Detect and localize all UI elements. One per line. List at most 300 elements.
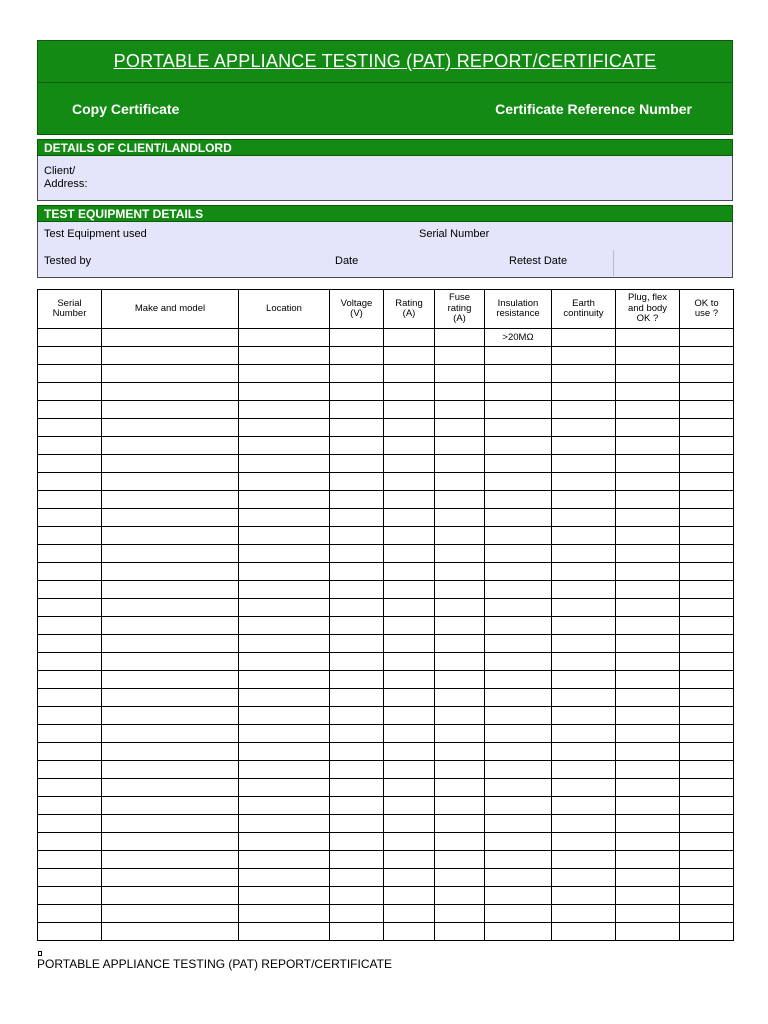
table-cell-ok-to-use[interactable] [680, 635, 734, 653]
table-cell-make-and-model[interactable] [102, 887, 239, 905]
table-cell-location[interactable] [239, 491, 330, 509]
table-cell-earth-continuity[interactable] [552, 545, 616, 563]
table-cell-serial-number[interactable] [38, 833, 102, 851]
table-cell-insulation-resistance[interactable] [485, 437, 552, 455]
table-cell-ok-to-use[interactable] [680, 869, 734, 887]
table-cell-fuse-rating[interactable] [435, 599, 485, 617]
table-cell-voltage[interactable] [330, 743, 384, 761]
table-cell-plug-flex-body-ok[interactable] [616, 851, 680, 869]
table-cell-voltage[interactable] [330, 815, 384, 833]
table-cell-location[interactable] [239, 383, 330, 401]
table-cell-location[interactable] [239, 419, 330, 437]
table-cell-earth-continuity[interactable] [552, 419, 616, 437]
table-cell-serial-number[interactable] [38, 851, 102, 869]
table-cell-plug-flex-body-ok[interactable] [616, 689, 680, 707]
table-cell-serial-number[interactable] [38, 527, 102, 545]
table-cell-earth-continuity[interactable] [552, 473, 616, 491]
table-cell-insulation-resistance[interactable] [485, 761, 552, 779]
table-cell-insulation-resistance[interactable] [485, 887, 552, 905]
table-cell-voltage[interactable] [330, 347, 384, 365]
table-cell-serial-number[interactable] [38, 689, 102, 707]
table-cell-voltage[interactable] [330, 887, 384, 905]
table-cell-make-and-model[interactable] [102, 563, 239, 581]
table-cell-plug-flex-body-ok[interactable] [616, 599, 680, 617]
table-cell-fuse-rating[interactable] [435, 491, 485, 509]
table-cell-rating[interactable] [384, 761, 435, 779]
table-cell-location[interactable] [239, 797, 330, 815]
table-cell-make-and-model[interactable] [102, 707, 239, 725]
table-cell-earth-continuity[interactable] [552, 347, 616, 365]
table-cell-make-and-model[interactable] [102, 779, 239, 797]
table-cell-voltage[interactable] [330, 599, 384, 617]
table-cell-fuse-rating[interactable] [435, 437, 485, 455]
table-cell-insulation-resistance[interactable] [485, 581, 552, 599]
table-cell-location[interactable] [239, 437, 330, 455]
table-cell-fuse-rating[interactable] [435, 743, 485, 761]
table-cell-rating[interactable] [384, 563, 435, 581]
table-cell-earth-continuity[interactable] [552, 761, 616, 779]
table-cell-plug-flex-body-ok[interactable] [616, 707, 680, 725]
table-cell-fuse-rating[interactable] [435, 545, 485, 563]
table-cell-ok-to-use[interactable] [680, 779, 734, 797]
table-cell-fuse-rating[interactable] [435, 581, 485, 599]
table-cell-insulation-resistance[interactable] [485, 347, 552, 365]
table-cell-plug-flex-body-ok[interactable] [616, 833, 680, 851]
table-cell-fuse-rating[interactable] [435, 419, 485, 437]
table-cell-rating[interactable] [384, 617, 435, 635]
table-cell-make-and-model[interactable] [102, 419, 239, 437]
table-cell-ok-to-use[interactable] [680, 653, 734, 671]
table-cell-ok-to-use[interactable] [680, 401, 734, 419]
table-cell-voltage[interactable] [330, 401, 384, 419]
table-cell-serial-number[interactable] [38, 635, 102, 653]
table-cell-voltage[interactable] [330, 689, 384, 707]
table-cell-plug-flex-body-ok[interactable] [616, 455, 680, 473]
table-cell-ok-to-use[interactable] [680, 527, 734, 545]
table-cell-make-and-model[interactable] [102, 689, 239, 707]
table-cell-plug-flex-body-ok[interactable] [616, 635, 680, 653]
table-cell-earth-continuity[interactable] [552, 725, 616, 743]
table-cell-rating[interactable] [384, 527, 435, 545]
table-cell-insulation-resistance[interactable] [485, 725, 552, 743]
table-cell-earth-continuity[interactable] [552, 653, 616, 671]
table-cell-location[interactable] [239, 869, 330, 887]
table-cell-ok-to-use[interactable] [680, 491, 734, 509]
table-cell-serial-number[interactable] [38, 743, 102, 761]
table-cell-ok-to-use[interactable] [680, 419, 734, 437]
table-cell-ok-to-use[interactable] [680, 545, 734, 563]
table-cell-insulation-resistance[interactable] [485, 563, 552, 581]
table-cell-insulation-resistance[interactable] [485, 851, 552, 869]
table-cell-earth-continuity[interactable] [552, 707, 616, 725]
table-cell-make-and-model[interactable] [102, 437, 239, 455]
table-cell-serial-number[interactable] [38, 383, 102, 401]
table-cell-insulation-resistance[interactable] [485, 545, 552, 563]
table-cell-earth-continuity[interactable] [552, 491, 616, 509]
table-cell-plug-flex-body-ok[interactable] [616, 779, 680, 797]
table-cell-make-and-model[interactable] [102, 905, 239, 923]
table-cell-ok-to-use[interactable] [680, 761, 734, 779]
table-cell-location[interactable] [239, 923, 330, 941]
table-cell-rating[interactable] [384, 851, 435, 869]
table-cell-serial-number[interactable] [38, 599, 102, 617]
table-cell-location[interactable] [239, 455, 330, 473]
table-cell-ok-to-use[interactable] [680, 707, 734, 725]
table-cell-plug-flex-body-ok[interactable] [616, 617, 680, 635]
table-cell-ok-to-use[interactable] [680, 851, 734, 869]
table-cell-earth-continuity[interactable] [552, 563, 616, 581]
table-cell-fuse-rating[interactable] [435, 473, 485, 491]
table-cell-ok-to-use[interactable] [680, 509, 734, 527]
table-cell-fuse-rating[interactable] [435, 815, 485, 833]
table-cell-fuse-rating[interactable] [435, 689, 485, 707]
table-cell-voltage[interactable] [330, 635, 384, 653]
table-cell-serial-number[interactable] [38, 491, 102, 509]
table-cell-rating[interactable] [384, 869, 435, 887]
table-cell-voltage[interactable] [330, 365, 384, 383]
table-cell-earth-continuity[interactable] [552, 671, 616, 689]
table-cell-rating[interactable] [384, 635, 435, 653]
table-cell-plug-flex-body-ok[interactable] [616, 563, 680, 581]
table-cell-voltage[interactable] [330, 419, 384, 437]
table-cell-insulation-resistance[interactable] [485, 401, 552, 419]
table-cell-rating[interactable] [384, 707, 435, 725]
table-cell-location[interactable] [239, 689, 330, 707]
table-cell-serial-number[interactable] [38, 473, 102, 491]
table-cell-make-and-model[interactable] [102, 797, 239, 815]
table-cell-fuse-rating[interactable] [435, 671, 485, 689]
table-cell-serial-number[interactable] [38, 455, 102, 473]
table-cell-rating[interactable] [384, 671, 435, 689]
table-cell-make-and-model[interactable] [102, 527, 239, 545]
table-cell-serial-number[interactable] [38, 581, 102, 599]
table-cell-insulation-resistance[interactable] [485, 491, 552, 509]
table-cell-make-and-model[interactable] [102, 383, 239, 401]
table-cell-plug-flex-body-ok[interactable] [616, 797, 680, 815]
table-cell-plug-flex-body-ok[interactable] [616, 419, 680, 437]
table-cell-plug-flex-body-ok[interactable] [616, 401, 680, 419]
table-cell-make-and-model[interactable] [102, 833, 239, 851]
table-cell-voltage[interactable] [330, 671, 384, 689]
table-cell-ok-to-use[interactable] [680, 887, 734, 905]
table-cell-voltage[interactable] [330, 491, 384, 509]
table-cell-serial-number[interactable] [38, 365, 102, 383]
table-cell-location[interactable] [239, 545, 330, 563]
table-cell-serial-number[interactable] [38, 419, 102, 437]
table-cell-plug-flex-body-ok[interactable] [616, 509, 680, 527]
table-cell-fuse-rating[interactable] [435, 527, 485, 545]
table-cell-rating[interactable] [384, 401, 435, 419]
table-cell-earth-continuity[interactable] [552, 887, 616, 905]
table-cell-location[interactable] [239, 401, 330, 419]
table-cell-make-and-model[interactable] [102, 617, 239, 635]
table-cell-rating[interactable] [384, 797, 435, 815]
table-cell-plug-flex-body-ok[interactable] [616, 437, 680, 455]
table-cell-earth-continuity[interactable] [552, 833, 616, 851]
table-cell-rating[interactable] [384, 725, 435, 743]
table-cell-voltage[interactable] [330, 761, 384, 779]
table-cell-ok-to-use[interactable] [680, 833, 734, 851]
table-cell-location[interactable] [239, 707, 330, 725]
table-cell-location[interactable] [239, 563, 330, 581]
table-cell-make-and-model[interactable] [102, 653, 239, 671]
table-cell-ok-to-use[interactable] [680, 743, 734, 761]
table-cell-ok-to-use[interactable] [680, 617, 734, 635]
table-cell-voltage[interactable] [330, 797, 384, 815]
table-cell-location[interactable] [239, 617, 330, 635]
table-cell-make-and-model[interactable] [102, 491, 239, 509]
table-cell-ok-to-use[interactable] [680, 923, 734, 941]
table-cell-voltage[interactable] [330, 329, 384, 347]
table-cell-serial-number[interactable] [38, 923, 102, 941]
table-cell-earth-continuity[interactable] [552, 527, 616, 545]
table-cell-ok-to-use[interactable] [680, 581, 734, 599]
table-cell-plug-flex-body-ok[interactable] [616, 905, 680, 923]
table-cell-make-and-model[interactable] [102, 923, 239, 941]
table-cell-earth-continuity[interactable] [552, 401, 616, 419]
table-cell-rating[interactable] [384, 833, 435, 851]
table-cell-insulation-resistance[interactable] [485, 599, 552, 617]
table-cell-plug-flex-body-ok[interactable] [616, 527, 680, 545]
table-cell-fuse-rating[interactable] [435, 653, 485, 671]
table-cell-insulation-resistance[interactable] [485, 509, 552, 527]
table-cell-make-and-model[interactable] [102, 509, 239, 527]
table-cell-insulation-resistance[interactable] [485, 779, 552, 797]
table-cell-location[interactable] [239, 581, 330, 599]
table-cell-ok-to-use[interactable] [680, 383, 734, 401]
table-cell-fuse-rating[interactable] [435, 707, 485, 725]
table-cell-earth-continuity[interactable] [552, 329, 616, 347]
table-cell-rating[interactable] [384, 329, 435, 347]
table-cell-earth-continuity[interactable] [552, 797, 616, 815]
table-cell-serial-number[interactable] [38, 437, 102, 455]
table-cell-plug-flex-body-ok[interactable] [616, 329, 680, 347]
table-cell-fuse-rating[interactable] [435, 635, 485, 653]
table-cell-location[interactable] [239, 509, 330, 527]
table-cell-location[interactable] [239, 851, 330, 869]
table-cell-rating[interactable] [384, 689, 435, 707]
table-cell-fuse-rating[interactable] [435, 833, 485, 851]
table-cell-fuse-rating[interactable] [435, 401, 485, 419]
table-cell-plug-flex-body-ok[interactable] [616, 491, 680, 509]
table-cell-insulation-resistance[interactable] [485, 383, 552, 401]
table-cell-fuse-rating[interactable] [435, 563, 485, 581]
table-cell-serial-number[interactable] [38, 329, 102, 347]
table-cell-voltage[interactable] [330, 653, 384, 671]
table-cell-make-and-model[interactable] [102, 473, 239, 491]
table-cell-ok-to-use[interactable] [680, 725, 734, 743]
table-cell-earth-continuity[interactable] [552, 383, 616, 401]
table-cell-location[interactable] [239, 761, 330, 779]
table-cell-voltage[interactable] [330, 527, 384, 545]
table-cell-rating[interactable] [384, 653, 435, 671]
table-cell-serial-number[interactable] [38, 671, 102, 689]
table-cell-location[interactable] [239, 743, 330, 761]
table-cell-plug-flex-body-ok[interactable] [616, 869, 680, 887]
table-cell-insulation-resistance[interactable] [485, 365, 552, 383]
table-cell-earth-continuity[interactable] [552, 815, 616, 833]
table-cell-fuse-rating[interactable] [435, 887, 485, 905]
table-cell-rating[interactable] [384, 599, 435, 617]
table-cell-serial-number[interactable] [38, 797, 102, 815]
table-cell-serial-number[interactable] [38, 779, 102, 797]
table-cell-make-and-model[interactable] [102, 743, 239, 761]
table-cell-plug-flex-body-ok[interactable] [616, 725, 680, 743]
table-cell-location[interactable] [239, 725, 330, 743]
table-cell-plug-flex-body-ok[interactable] [616, 473, 680, 491]
table-cell-fuse-rating[interactable] [435, 851, 485, 869]
table-cell-rating[interactable] [384, 887, 435, 905]
table-cell-serial-number[interactable] [38, 815, 102, 833]
table-cell-insulation-resistance[interactable] [485, 833, 552, 851]
table-cell-serial-number[interactable] [38, 545, 102, 563]
table-cell-make-and-model[interactable] [102, 761, 239, 779]
table-cell-make-and-model[interactable] [102, 725, 239, 743]
table-cell-rating[interactable] [384, 455, 435, 473]
table-cell-voltage[interactable] [330, 923, 384, 941]
table-cell-insulation-resistance[interactable] [485, 923, 552, 941]
table-cell-voltage[interactable] [330, 707, 384, 725]
table-cell-earth-continuity[interactable] [552, 455, 616, 473]
table-cell-rating[interactable] [384, 509, 435, 527]
table-cell-make-and-model[interactable] [102, 401, 239, 419]
table-cell-ok-to-use[interactable] [680, 437, 734, 455]
table-cell-make-and-model[interactable] [102, 545, 239, 563]
table-cell-earth-continuity[interactable] [552, 437, 616, 455]
table-cell-rating[interactable] [384, 365, 435, 383]
table-cell-serial-number[interactable] [38, 761, 102, 779]
table-cell-earth-continuity[interactable] [552, 743, 616, 761]
table-cell-make-and-model[interactable] [102, 329, 239, 347]
table-cell-insulation-resistance[interactable] [485, 797, 552, 815]
table-cell-earth-continuity[interactable] [552, 635, 616, 653]
table-cell-serial-number[interactable] [38, 905, 102, 923]
table-cell-plug-flex-body-ok[interactable] [616, 671, 680, 689]
table-cell-earth-continuity[interactable] [552, 689, 616, 707]
table-cell-earth-continuity[interactable] [552, 779, 616, 797]
table-cell-insulation-resistance[interactable] [485, 455, 552, 473]
table-cell-location[interactable] [239, 365, 330, 383]
table-cell-serial-number[interactable] [38, 401, 102, 419]
table-cell-make-and-model[interactable] [102, 581, 239, 599]
table-cell-insulation-resistance[interactable] [485, 635, 552, 653]
table-cell-earth-continuity[interactable] [552, 581, 616, 599]
table-cell-serial-number[interactable] [38, 653, 102, 671]
table-cell-rating[interactable] [384, 581, 435, 599]
table-cell-ok-to-use[interactable] [680, 797, 734, 815]
table-cell-make-and-model[interactable] [102, 815, 239, 833]
table-cell-insulation-resistance[interactable]: >20MΩ [485, 329, 552, 347]
table-cell-ok-to-use[interactable] [680, 473, 734, 491]
table-cell-location[interactable] [239, 599, 330, 617]
table-cell-fuse-rating[interactable] [435, 383, 485, 401]
table-cell-voltage[interactable] [330, 455, 384, 473]
table-cell-rating[interactable] [384, 473, 435, 491]
table-cell-rating[interactable] [384, 923, 435, 941]
table-cell-make-and-model[interactable] [102, 671, 239, 689]
table-cell-earth-continuity[interactable] [552, 617, 616, 635]
table-cell-rating[interactable] [384, 491, 435, 509]
table-cell-ok-to-use[interactable] [680, 329, 734, 347]
table-cell-make-and-model[interactable] [102, 455, 239, 473]
table-cell-insulation-resistance[interactable] [485, 473, 552, 491]
table-cell-insulation-resistance[interactable] [485, 815, 552, 833]
table-cell-earth-continuity[interactable] [552, 365, 616, 383]
table-cell-insulation-resistance[interactable] [485, 743, 552, 761]
table-cell-voltage[interactable] [330, 473, 384, 491]
table-cell-earth-continuity[interactable] [552, 905, 616, 923]
table-cell-ok-to-use[interactable] [680, 905, 734, 923]
table-cell-serial-number[interactable] [38, 707, 102, 725]
table-cell-fuse-rating[interactable] [435, 347, 485, 365]
table-cell-make-and-model[interactable] [102, 599, 239, 617]
table-cell-location[interactable] [239, 329, 330, 347]
table-cell-make-and-model[interactable] [102, 635, 239, 653]
table-cell-plug-flex-body-ok[interactable] [616, 365, 680, 383]
table-cell-voltage[interactable] [330, 833, 384, 851]
table-cell-ok-to-use[interactable] [680, 689, 734, 707]
table-cell-rating[interactable] [384, 419, 435, 437]
table-cell-plug-flex-body-ok[interactable] [616, 923, 680, 941]
table-cell-fuse-rating[interactable] [435, 869, 485, 887]
table-cell-location[interactable] [239, 347, 330, 365]
table-cell-location[interactable] [239, 905, 330, 923]
table-cell-fuse-rating[interactable] [435, 617, 485, 635]
table-cell-voltage[interactable] [330, 581, 384, 599]
table-cell-plug-flex-body-ok[interactable] [616, 545, 680, 563]
table-cell-location[interactable] [239, 815, 330, 833]
table-cell-insulation-resistance[interactable] [485, 671, 552, 689]
table-cell-voltage[interactable] [330, 905, 384, 923]
table-cell-earth-continuity[interactable] [552, 509, 616, 527]
table-cell-rating[interactable] [384, 779, 435, 797]
table-cell-insulation-resistance[interactable] [485, 689, 552, 707]
table-cell-ok-to-use[interactable] [680, 815, 734, 833]
table-cell-fuse-rating[interactable] [435, 761, 485, 779]
table-cell-ok-to-use[interactable] [680, 365, 734, 383]
table-cell-ok-to-use[interactable] [680, 455, 734, 473]
table-cell-location[interactable] [239, 779, 330, 797]
table-cell-voltage[interactable] [330, 869, 384, 887]
table-cell-serial-number[interactable] [38, 509, 102, 527]
table-cell-fuse-rating[interactable] [435, 365, 485, 383]
table-cell-rating[interactable] [384, 815, 435, 833]
table-cell-location[interactable] [239, 473, 330, 491]
table-cell-rating[interactable] [384, 743, 435, 761]
table-cell-voltage[interactable] [330, 563, 384, 581]
table-cell-fuse-rating[interactable] [435, 923, 485, 941]
table-cell-earth-continuity[interactable] [552, 599, 616, 617]
table-cell-earth-continuity[interactable] [552, 851, 616, 869]
table-cell-ok-to-use[interactable] [680, 599, 734, 617]
table-cell-rating[interactable] [384, 545, 435, 563]
table-cell-ok-to-use[interactable] [680, 347, 734, 365]
table-cell-plug-flex-body-ok[interactable] [616, 815, 680, 833]
table-cell-insulation-resistance[interactable] [485, 527, 552, 545]
table-cell-make-and-model[interactable] [102, 365, 239, 383]
table-cell-plug-flex-body-ok[interactable] [616, 743, 680, 761]
table-cell-plug-flex-body-ok[interactable] [616, 383, 680, 401]
table-cell-voltage[interactable] [330, 851, 384, 869]
table-cell-insulation-resistance[interactable] [485, 905, 552, 923]
table-cell-serial-number[interactable] [38, 869, 102, 887]
table-cell-serial-number[interactable] [38, 617, 102, 635]
table-cell-voltage[interactable] [330, 545, 384, 563]
table-cell-voltage[interactable] [330, 725, 384, 743]
table-cell-serial-number[interactable] [38, 725, 102, 743]
table-cell-location[interactable] [239, 653, 330, 671]
table-cell-location[interactable] [239, 833, 330, 851]
